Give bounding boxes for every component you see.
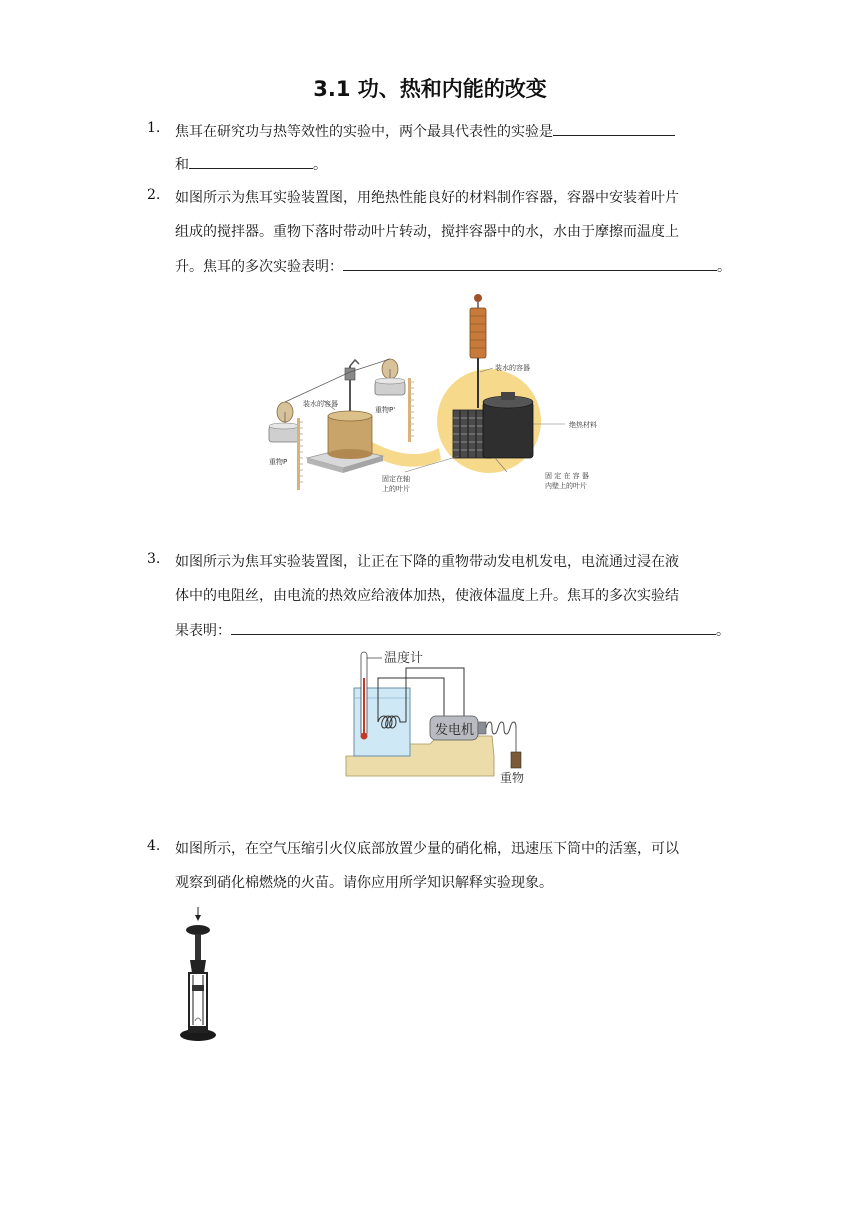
generator-heating-figure xyxy=(342,648,532,788)
question-3-prefix: 果表明： xyxy=(175,623,231,639)
question-4-number: 4. xyxy=(147,838,161,854)
label-shaft-blade-2: 上的叶片 xyxy=(382,485,410,493)
page-title: 3.1 功、热和内能的改变 xyxy=(313,77,547,101)
left-string xyxy=(285,372,350,402)
question-2-line2: 组成的搅拌器。重物下落时带动叶片转动，搅拌容器中的水，水由于摩擦而温度上 xyxy=(175,224,679,240)
question-1-text xyxy=(175,120,675,141)
question-2-period: 。 xyxy=(717,259,731,275)
label-generator: 发电机 xyxy=(435,723,475,738)
question-3-line1: 如图所示为焦耳实验装置图，让正在下降的重物带动发电机发电，电流通过浸在液 xyxy=(175,554,679,570)
question-3-line2: 体中的电阻丝，由电流的热效应给液体加热，使液体温度上升。焦耳的多次实验结 xyxy=(175,588,679,604)
question-4-line2: 观察到硝化棉燃烧的火苗。请你应用所学知识解释实验现象。 xyxy=(175,875,553,891)
question-2-line1: 如图所示为焦耳实验装置图，用绝热性能良好的材料制作容器，容器中安装着叶片 xyxy=(175,190,679,206)
label-shaft-blade-1: 固定在轴 xyxy=(382,475,410,483)
label-weight: 重物 xyxy=(500,771,525,785)
right-scale-ruler xyxy=(408,378,411,442)
label-weight-p: 重物P xyxy=(269,458,288,466)
question-2-number: 2. xyxy=(147,187,161,203)
question-3-number: 3. xyxy=(147,551,161,567)
piston-head xyxy=(192,985,204,991)
cylinder-cap xyxy=(190,960,206,973)
crank-handle xyxy=(350,360,359,366)
joule-paddle-apparatus-figure xyxy=(255,288,615,498)
question-3-period: 。 xyxy=(716,623,730,639)
label-wall-blade-1: 固 定 在 容 器 xyxy=(545,472,589,480)
label-wall-blade-2: 内壁上的叶片 xyxy=(545,482,587,490)
question-4-line1: 如图所示，在空气压缩引火仪底部放置少量的硝化棉，迅速压下筒中的活塞，可以 xyxy=(175,841,679,857)
question-1-number: 1. xyxy=(147,120,161,136)
question-1-and: 和 xyxy=(175,157,189,173)
answer-blank-2[interactable] xyxy=(343,255,717,271)
question-2-prefix: 升。焦耳的多次实验表明： xyxy=(175,259,343,275)
falling-weight xyxy=(511,752,521,768)
label-container-right: 装水的容器 xyxy=(495,364,530,372)
left-scale-ruler xyxy=(297,418,300,490)
label-insulation: 绝热材料 xyxy=(569,421,597,429)
insulated-vessel xyxy=(483,402,533,458)
answer-blank-3[interactable] xyxy=(231,619,716,635)
question-1-period: 。 xyxy=(313,157,327,173)
question-1-line1: 焦耳在研究功与热等效性的实验中，两个最具代表性的实验是 xyxy=(175,124,553,140)
piston-rod xyxy=(195,934,201,960)
label-thermometer: 温度计 xyxy=(384,651,424,666)
enlarged-thermometer xyxy=(470,308,486,358)
winding-drum xyxy=(486,722,516,734)
thermometer-bulb-top xyxy=(474,294,482,302)
answer-blank-1a[interactable] xyxy=(553,120,675,136)
wire-2 xyxy=(406,668,464,722)
water-container xyxy=(328,416,372,454)
question-1-line2 xyxy=(175,153,327,174)
answer-blank-1b[interactable] xyxy=(189,153,313,169)
piston-knob xyxy=(186,925,210,935)
label-container-left: 装水的容器 xyxy=(303,400,338,408)
question-2-line3 xyxy=(175,255,731,276)
question-3-line3 xyxy=(175,619,730,640)
label-weight-p-prime: 重物P' xyxy=(375,406,396,414)
fire-syringe-figure xyxy=(176,905,220,1045)
glass-cylinder xyxy=(189,973,207,1027)
